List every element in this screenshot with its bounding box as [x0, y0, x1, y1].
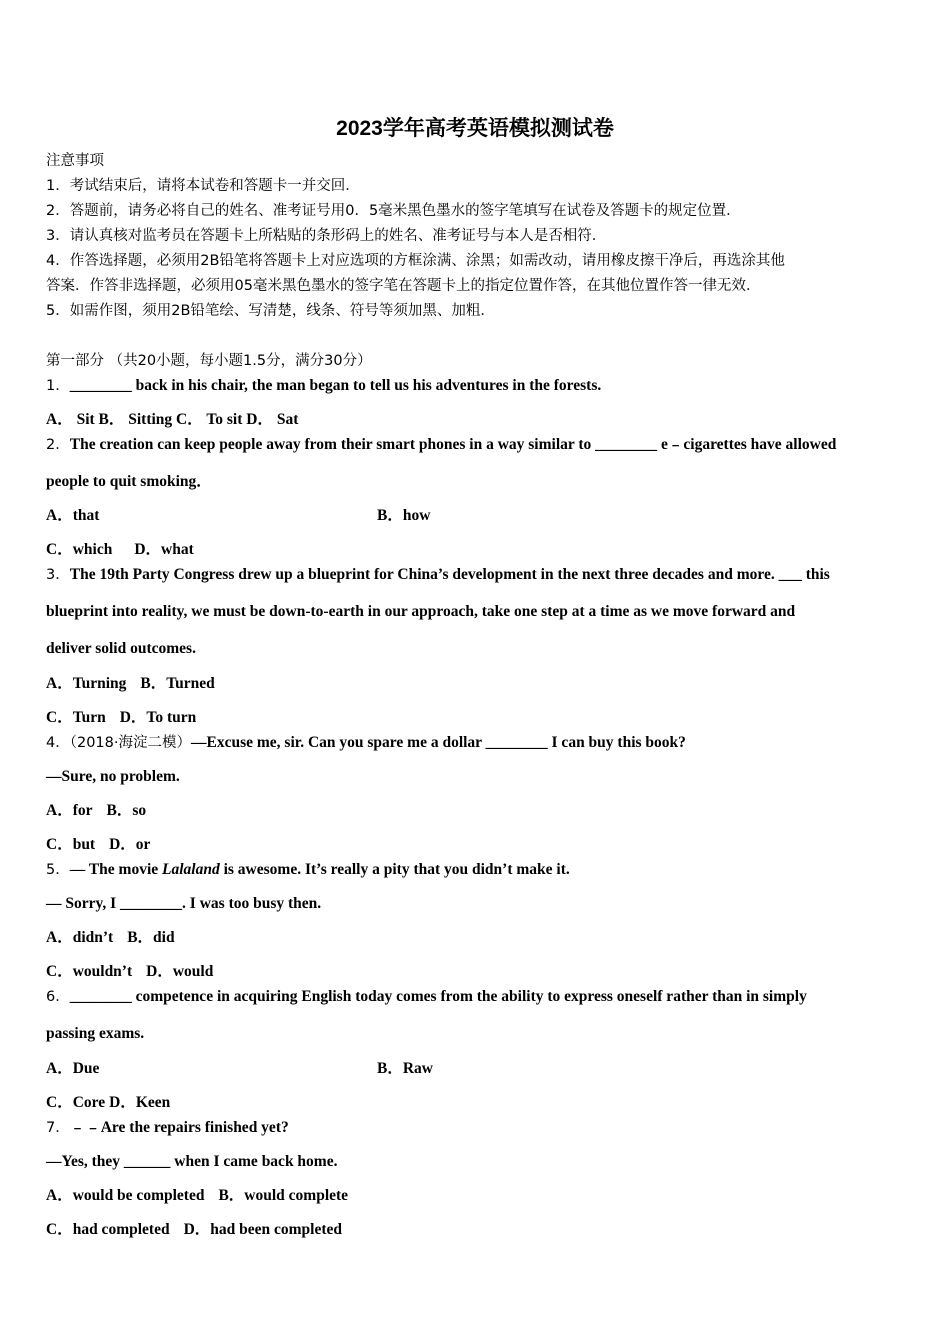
- question-text-cont: deliver solid outcomes.: [46, 640, 196, 657]
- notice-heading: 注意事项: [46, 153, 104, 169]
- question-number: 3．: [46, 567, 70, 583]
- option-b: B．Turned: [140, 675, 215, 692]
- question-text: — The movie: [69, 861, 163, 878]
- question-reply: —Sure, no problem.: [46, 768, 180, 785]
- question-7: [46, 1118, 289, 1138]
- option-a: A．would be completed: [46, 1187, 205, 1204]
- option-b: B．did: [127, 929, 175, 946]
- question-number: 2．: [46, 437, 70, 453]
- q5-options-ab: [46, 928, 175, 948]
- question-text: ________ competence in acquiring English today comes from the ability to express oneself rather than in simply: [69, 988, 807, 1005]
- question-3: [46, 565, 830, 585]
- question-text-cont: passing exams.: [46, 1025, 145, 1042]
- q4-options-ab: [46, 801, 146, 821]
- question-text: ________ back in his chair, the man began to tell us his adventures in the forests.: [69, 377, 602, 394]
- q2-options-cd: [46, 540, 194, 560]
- q5-options-cd: [46, 962, 213, 982]
- option-c: C．but: [46, 836, 96, 853]
- option-b: B．would complete: [218, 1187, 349, 1204]
- option-a: A．Turning: [46, 675, 127, 692]
- question-reply: — Sorry, I ________. I was too busy then.: [46, 895, 322, 912]
- option-d: D．To turn: [119, 709, 197, 726]
- question-text: is awesome. It’s really a pity that you didn’t make it.: [219, 861, 570, 878]
- question-text: The creation can keep people away from their smart phones in a way similar to ________ e﹣cigarettes have allowed: [69, 436, 837, 453]
- question-reply: —Yes, they ______ when I came back home.: [46, 1153, 338, 1170]
- option-a: A．for: [46, 802, 93, 819]
- option-a: A．that: [46, 507, 100, 524]
- page-title: 2023学年高考英语模拟测试卷: [336, 117, 614, 140]
- question-source: （2018·海淀二模）: [69, 735, 191, 751]
- q4-options-cd: [46, 835, 150, 855]
- option-c: C．had completed: [46, 1221, 170, 1238]
- option-c: C．Turn: [46, 709, 106, 726]
- notice-item: 4．作答选择题，必须用2B铅笔将答题卡上对应选项的方框涂满、涂黑；如需改动，请用橡皮擦干净后，再选涂其他: [46, 253, 785, 269]
- question-text: ﹣﹣Are the repairs finished yet?: [69, 1119, 289, 1136]
- question-text-cont: blueprint into reality, we must be down-to-earth in our approach, take one step at a time as we move forward and: [46, 603, 796, 620]
- question-text-cont: people to quit smoking．: [46, 473, 212, 490]
- question-number: 6．: [46, 989, 70, 1005]
- option-b: B．how: [377, 507, 431, 524]
- notice-item: 答案．作答非选择题，必须用05毫米黑色墨水的签字笔在答题卡上的指定位置作答，在其他位置作答一律无效．: [46, 278, 761, 294]
- option-c: C．wouldn’t: [46, 963, 133, 980]
- question-number: 1．: [46, 378, 70, 394]
- option-d: D．had been completed: [183, 1221, 343, 1238]
- question-text: The 19th Party Congress drew up a blueprint for China’s development in the next three decades and more. ___ this: [69, 566, 830, 583]
- option-c: C．which: [46, 541, 113, 558]
- option-d: D．what: [134, 541, 194, 558]
- q7-options-cd: [46, 1220, 342, 1240]
- question-1: [46, 376, 601, 396]
- option-d: D．Keen: [109, 1094, 171, 1111]
- question-number: 4．: [46, 735, 70, 751]
- option-a: A．didn’t: [46, 929, 114, 946]
- question-4: [46, 733, 686, 753]
- q7-options-ab: [46, 1186, 348, 1206]
- notice-item: 5．如需作图，须用2B铅笔绘、写清楚，线条、符号等须加黑、加粗．: [46, 303, 495, 319]
- option-a: A．Due: [46, 1060, 100, 1077]
- section-heading: 第一部分 （共20小题，每小题1.5分，满分30分）: [46, 353, 372, 369]
- question-text: —Excuse me, sir. Can you spare me a dollar ________ I can buy this book?: [191, 734, 686, 751]
- q6-options-cd: [46, 1093, 170, 1113]
- option-b: B．Raw: [377, 1060, 433, 1077]
- option-b: B．so: [106, 802, 147, 819]
- q3-options-cd: [46, 708, 196, 728]
- notice-item: 2．答题前，请务必将自己的姓名、准考证号用0．5毫米黑色墨水的签字笔填写在试卷及答题卡的规定位置．: [46, 203, 741, 219]
- movie-title: Lalaland: [162, 861, 220, 878]
- option-d: D．would: [146, 963, 214, 980]
- option-c: C．Core: [46, 1094, 106, 1111]
- notice-item: 1．考试结束后，请将本试卷和答题卡一并交回．: [46, 178, 360, 194]
- q1-options: A． Sit B． Sitting C． To sit D． Sat: [46, 411, 299, 428]
- question-6: [46, 987, 807, 1007]
- q3-options-ab: [46, 674, 215, 694]
- question-5: [46, 860, 570, 880]
- notice-item: 3．请认真核对监考员在答题卡上所粘贴的条形码上的姓名、准考证号与本人是否相符．: [46, 228, 607, 244]
- question-2: [46, 435, 836, 455]
- question-number: 5．: [46, 862, 70, 878]
- question-number: 7．: [46, 1120, 70, 1136]
- option-d: D．or: [109, 836, 151, 853]
